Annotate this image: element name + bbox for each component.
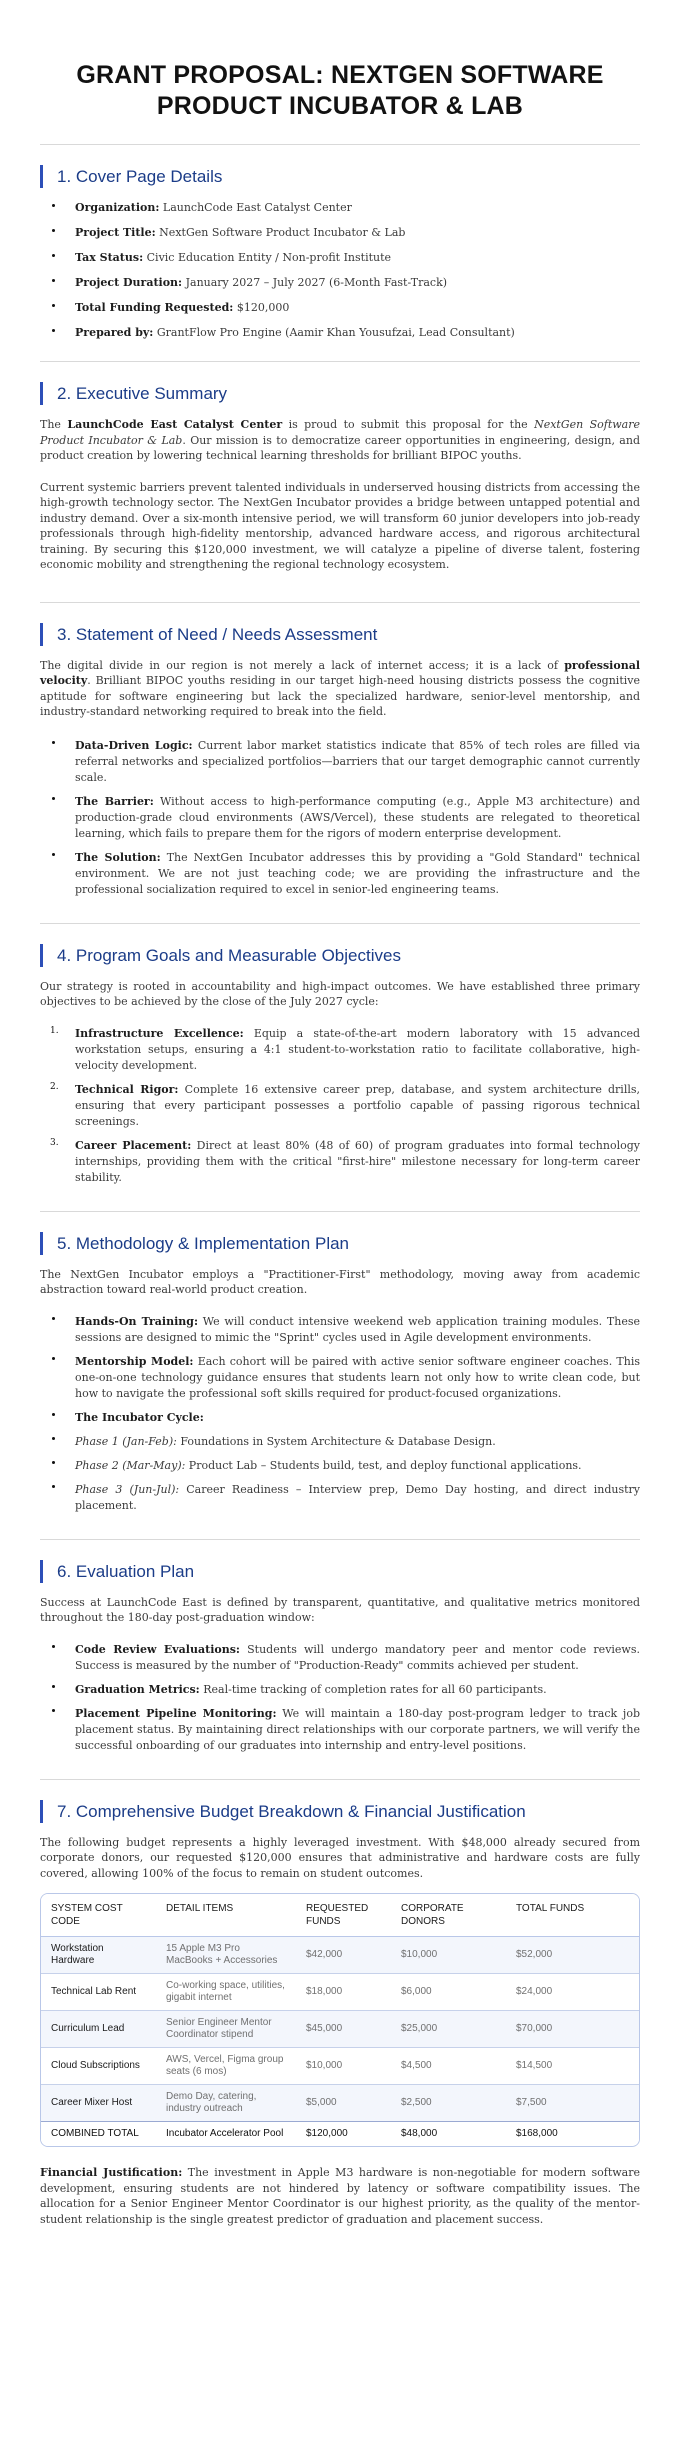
- column-header: SYSTEM COST CODE: [41, 1894, 156, 1937]
- list-item: The Solution: The NextGen Incubator addresses this by providing a "Gold Standard" technical environment. We are not just teaching code; we are providing the infrastructure and the professional socialization required to excel in senior-led engineering teams.: [50, 850, 640, 898]
- financial-justification: Financial Justification: The investment in Apple M3 hardware is non-negotiable for modern software development, ensuring students are not hindered by latency or software compatibility issues. The allocation for a Senior Engineer Mentor Coordinator is our highest priority, as the quality of the mentor-student relationship is the single greatest predictor of graduation and placement success.: [40, 2166, 640, 2226]
- column-header: TOTAL FUNDS: [506, 1894, 639, 1937]
- table-row: Cloud Subscriptions AWS, Vercel, Figma group seats (6 mos) $10,000 $4,500 $14,500: [41, 2048, 639, 2085]
- budget-table: [40, 1893, 640, 2147]
- goals-intro: Our strategy is rooted in accountability and high-impact outcomes. We have established three primary objectives to be achieved by the close of the July 2027 cycle:: [40, 979, 640, 1008]
- list-item: Placement Pipeline Monitoring: We will maintain a 180-day post-program ledger to track job placement status. By maintaining direct relationships with our corporate partners, we will verify the successful onboarding of our graduates into internship and entry-level positions.: [50, 1706, 640, 1754]
- list-item: Total Funding Requested: $120,000: [50, 300, 640, 315]
- budget-intro: The following budget represents a highly leveraged investment. With $48,000 already secured from corporate donors, our requested $120,000 ensures that administrative and hardware costs are fully covered, allowing 100% of the focus to remain on student outcomes.: [40, 1835, 640, 1880]
- section-budget: [40, 1780, 640, 2257]
- list-item: Project Duration: January 2027 – July 2027 (6-Month Fast-Track): [50, 275, 640, 290]
- table-row: Workstation Hardware 15 Apple M3 Pro MacBooks + Accessories $42,000 $10,000 $52,000: [41, 1937, 639, 1974]
- list-item: Phase 1 (Jan-Feb): Foundations in System Architecture & Database Design.: [50, 1434, 640, 1450]
- section-methodology: [40, 1212, 640, 1540]
- cover-details-list: [40, 200, 640, 340]
- list-item: Organization: LaunchCode East Catalyst Center: [50, 200, 640, 215]
- section-heading: 3. Statement of Need / Needs Assessment: [40, 623, 640, 646]
- list-item: Tax Status: Civic Education Entity / Non-profit Institute: [50, 250, 640, 265]
- section-evaluation-plan: [40, 1540, 640, 1780]
- section-program-goals: [40, 924, 640, 1212]
- column-header: CORPORATE DONORS: [391, 1894, 506, 1937]
- section-cover-page: [40, 145, 640, 362]
- need-paragraph: The digital divide in our region is not merely a lack of internet access; it is a lack of professional velocity. Brilliant BIPOC youths residing in our target high-need housing districts possess the cognitive aptitude for software engineering but lack the specialized hardware, senior-level mentorship, and industry-standard networking required to break into the field.: [40, 658, 640, 718]
- evaluation-list: [40, 1642, 640, 1754]
- list-item: The Barrier: Without access to high-performance computing (e.g., Apple M3 architecture) and production-grade cloud environments (AWS/Vercel), these students are relegated to theoretical learning, which fails to prepare them for the rigors of modern enterprise development.: [50, 794, 640, 842]
- list-item: Hands-On Training: We will conduct intensive weekend web application training modules. These sessions are designed to mimic the "Sprint" cycles used in Agile development environments.: [50, 1314, 640, 1346]
- methodology-intro: The NextGen Incubator employs a "Practitioner-First" methodology, moving away from academic abstraction toward real-world product creation.: [40, 1267, 640, 1296]
- list-item: Code Review Evaluations: Students will undergo mandatory peer and mentor code reviews. Success is measured by the number of "Production-Ready" commits achieved per student.: [50, 1642, 640, 1674]
- list-item: Prepared by: GrantFlow Pro Engine (Aamir Khan Yousufzai, Lead Consultant): [50, 325, 640, 340]
- goals-list: [40, 1026, 640, 1186]
- column-header: DETAIL ITEMS: [156, 1894, 296, 1937]
- list-item: 1. Infrastructure Excellence: Equip a state-of-the-art modern laboratory with 15 advanced workstation setups, ensuring a 4:1 student-to-workstation ratio to facilitate collaborative, high-velocity development.: [50, 1025, 640, 1072]
- column-header: REQUESTED FUNDS: [296, 1894, 391, 1937]
- list-item: 2. Technical Rigor: Complete 16 extensive career prep, database, and system architecture drills, ensuring that every participant possesses a portfolio capable of passing rigorous technical screenings.: [50, 1081, 641, 1128]
- summary-paragraph-2: Current systemic barriers prevent talented individuals in underserved housing districts from accessing the high-growth technology sector. The NextGen Incubator provides a bridge between untapped potential and industry demand. Over a six-month intensive period, we will transform 60 junior developers into job-ready professionals through high-fidelity mentorship, advanced hardware access, and rigorous architectural training. By securing this $120,000 investment, we will catalyze a pipeline of diverse talent, fostering economic mobility and strengthening the regional technology ecosystem.: [40, 480, 640, 571]
- list-item: Data-Driven Logic: Current labor market statistics indicate that 85% of tech roles are filled via referral networks and specialized portfolios—barriers that our target demographic cannot currently scale.: [50, 738, 640, 786]
- list-item: Phase 3 (Jun-Jul): Career Readiness – Interview prep, Demo Day hosting, and direct industry placement.: [50, 1482, 640, 1514]
- section-heading: 2. Executive Summary: [40, 382, 640, 405]
- need-list: [40, 738, 640, 898]
- summary-paragraph-1: The LaunchCode East Catalyst Center is proud to submit this proposal for the NextGen Software Product Incubator & Lab. Our mission is to democratize career opportunities in engineering, design, and product creation by lowering technical learning thresholds for brilliant BIPOC youths.: [40, 418, 640, 462]
- section-heading: 5. Methodology & Implementation Plan: [40, 1232, 640, 1255]
- table-total-row: COMBINED TOTAL Incubator Accelerator Pool $120,000 $48,000 $168,000: [41, 2122, 639, 2147]
- section-executive-summary: [40, 362, 640, 603]
- list-item: The Incubator Cycle:: [50, 1410, 640, 1426]
- methodology-list: [40, 1314, 640, 1514]
- list-item: Mentorship Model: Each cohort will be paired with active senior software engineer coaches. This one-on-one technology guidance ensures that students learn not only how to write clean code, but how to navigate the professional soft skills required for product-focused organizations.: [50, 1354, 640, 1402]
- section-heading: 6. Evaluation Plan: [40, 1560, 640, 1583]
- list-item: 3. Career Placement: Direct at least 80% (48 of 60) of program graduates into formal technology internships, providing them with the critical "first-hire" milestone necessary for long-term career stability.: [50, 1137, 640, 1184]
- title-line-1: GRANT PROPOSAL: NEXTGEN SOFTWARE: [76, 61, 604, 89]
- table-row: Technical Lab Rent Co-working space, utilities, gigabit internet $18,000 $6,000 $24,000: [41, 1974, 639, 2011]
- document-title: [40, 60, 640, 122]
- list-item: Project Title: NextGen Software Product Incubator & Lab: [50, 225, 640, 240]
- list-item: Graduation Metrics: Real-time tracking of completion rates for all 60 participants.: [50, 1682, 640, 1698]
- table-row: Career Mixer Host Demo Day, catering, industry outreach $5,000 $2,500 $7,500: [41, 2085, 639, 2122]
- title-line-2: PRODUCT INCUBATOR & LAB: [156, 92, 524, 120]
- section-statement-of-need: [40, 603, 640, 924]
- list-item: Phase 2 (Mar-May): Product Lab – Students build, test, and deploy functional applications.: [50, 1458, 640, 1474]
- section-heading: 7. Comprehensive Budget Breakdown & Financial Justification: [40, 1800, 640, 1823]
- table-row: Curriculum Lead Senior Engineer Mentor Coordinator stipend $45,000 $25,000 $70,000: [41, 2011, 639, 2048]
- evaluation-intro: Success at LaunchCode East is defined by transparent, quantitative, and qualitative metrics monitored throughout the 180-day post-graduation window:: [40, 1595, 640, 1624]
- section-heading: 4. Program Goals and Measurable Objectives: [40, 944, 640, 967]
- section-heading: 1. Cover Page Details: [40, 165, 640, 188]
- table-header-row: [41, 1894, 639, 1937]
